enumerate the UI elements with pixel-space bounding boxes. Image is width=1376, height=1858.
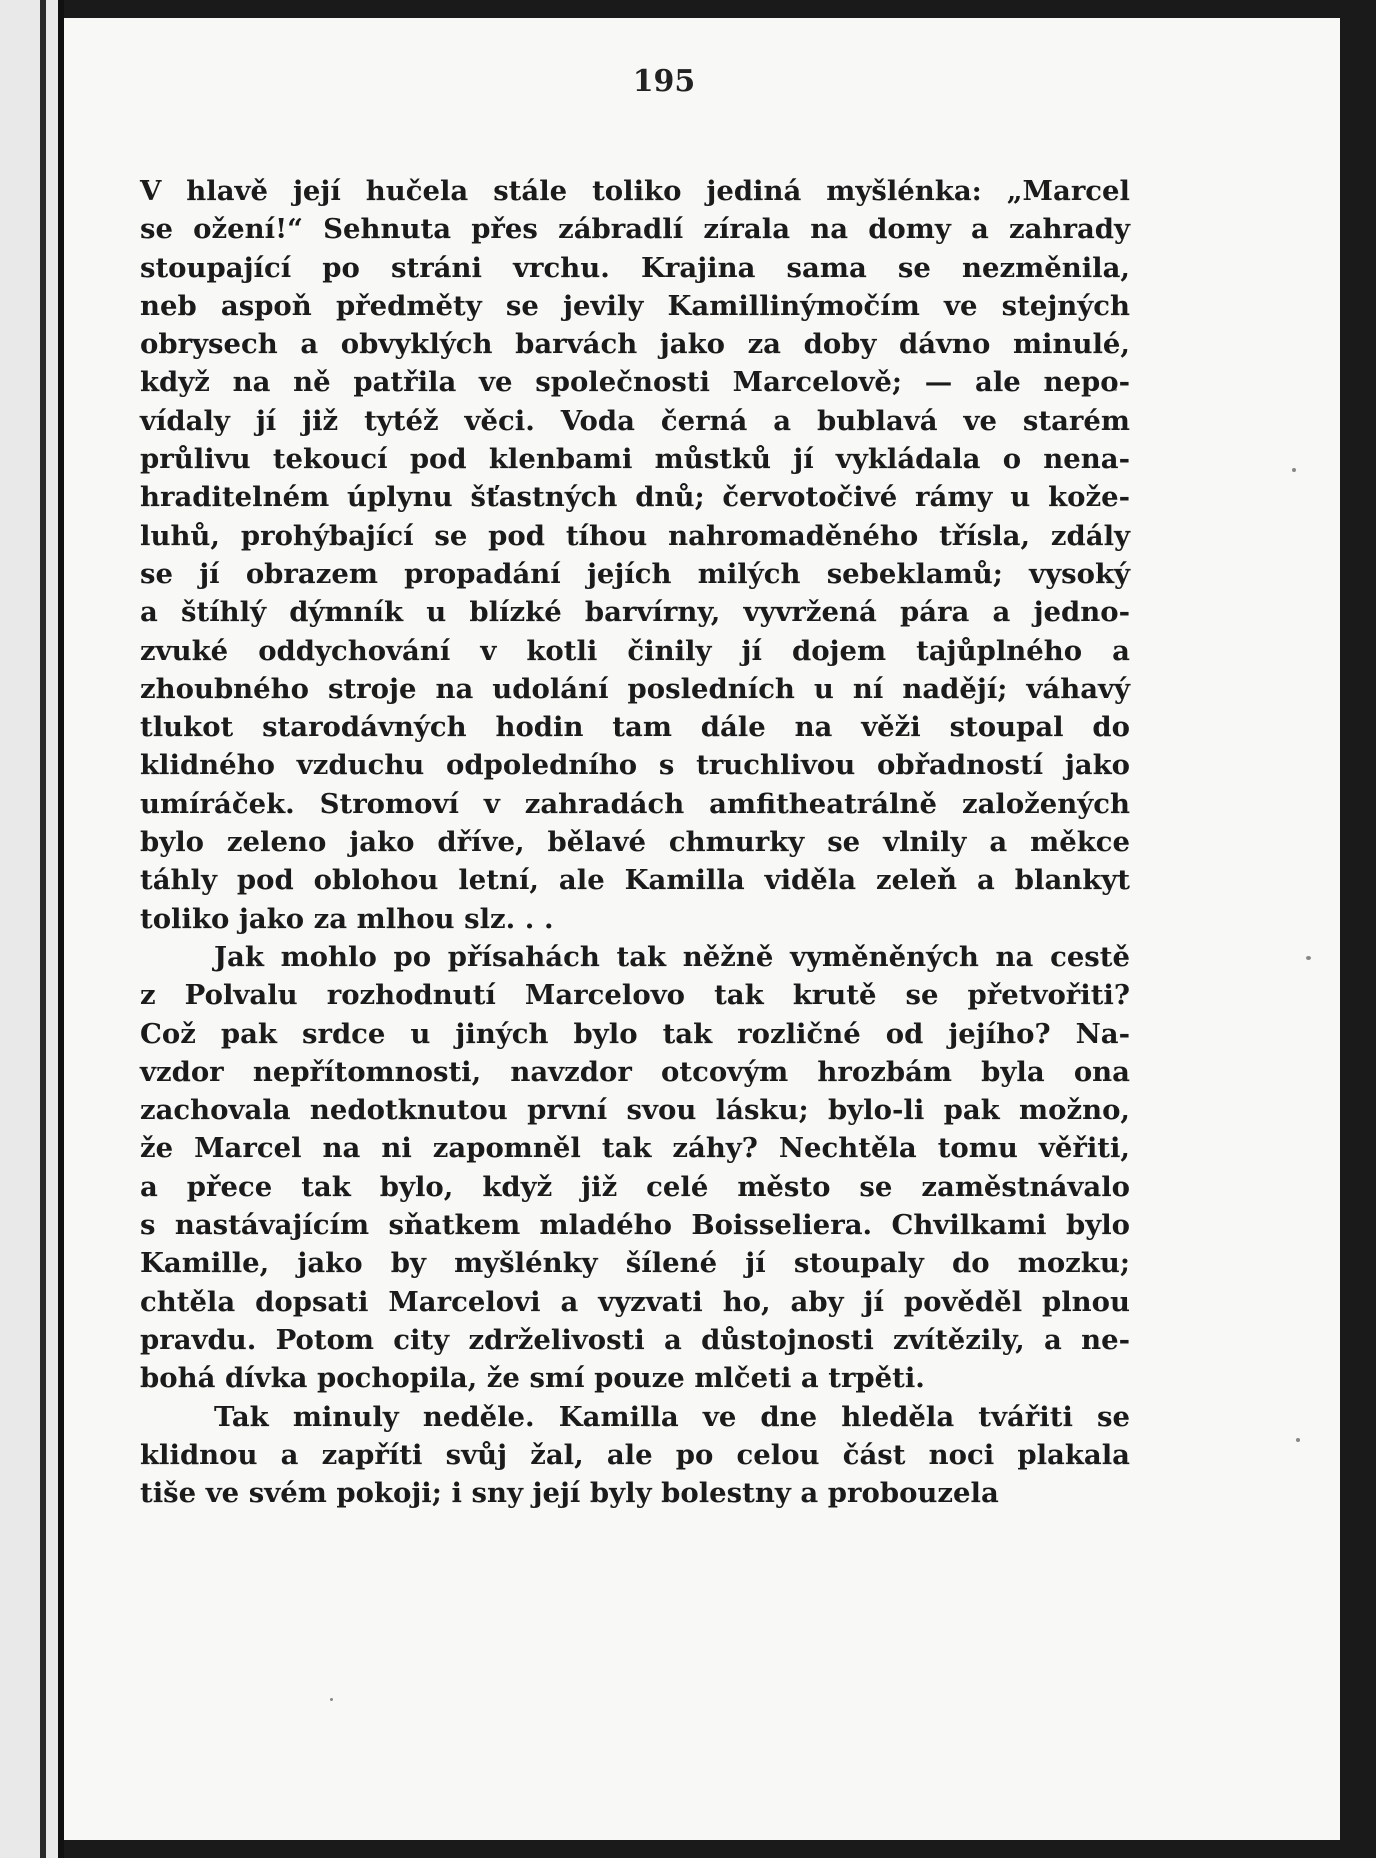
text-line: toliko jako za mlhou slz. . . <box>140 902 554 935</box>
text-line: průlivu tekoucí pod klenbami můstků jí vykládala o nena- <box>140 443 1130 476</box>
text-line: s nastávajícím sňatkem mladého Boisseliera. Chvilkami bylo <box>140 1209 1130 1242</box>
text-line: pravdu. Potom city zdrželivosti a důstojnosti zvítězily, a ne- <box>140 1323 1130 1356</box>
text-line: z Polvalu rozhodnutí Marcelovo tak krutě se přetvořiti? <box>140 979 1130 1012</box>
text-line: klidného vzduchu odpoledního s truchlivou obřadností jako <box>140 749 1130 782</box>
text-line: klidnou a zapříti svůj žal, ale po celou část noci plakala <box>140 1438 1130 1471</box>
body-text <box>140 172 1130 1512</box>
text-line: vídaly jí již tytéž věci. Voda černá a bublavá ve starém <box>140 404 1130 437</box>
text-line: V hlavě její hučela stále toliko jediná myšlénka: „Marcel <box>140 175 1130 207</box>
text-line: bylo zeleno jako dříve, bělavé chmurky se vlnily a měkce <box>140 826 1130 859</box>
text-line: zvuké oddychování v kotli činily jí dojem tajůplného a <box>140 634 1130 667</box>
text-line: a štíhlý dýmník u blízké barvírny, vyvržená pára a jedno- <box>140 596 1130 629</box>
text-line: obrysech a obvyklých barvách jako za doby dávno minulé, <box>140 328 1130 361</box>
text-line: luhů, prohýbající se pod tíhou nahromaděného třísla, zdály <box>140 519 1130 552</box>
text-line: a přece tak bylo, když již celé město se zaměstnávalo <box>140 1170 1130 1203</box>
text-line: chtěla dopsati Marcelovi a vyzvati ho, aby jí pověděl plnou <box>140 1285 1130 1318</box>
text-line: zhoubného stroje na udolání posledních u ní nadějí; váhavý <box>140 672 1130 705</box>
text-line: tlukot starodávných hodin tam dále na věži stoupal do <box>140 711 1130 744</box>
text-line: že Marcel na ni zapomněl tak záhy? Nechtěla tomu věřiti, <box>140 1132 1130 1165</box>
text-line: táhly pod oblohou letní, ale Kamilla viděla zeleň a blankyt <box>140 864 1130 897</box>
adjacent-page-edge <box>0 0 64 1858</box>
text-line: se ožení!“ Sehnuta přes zábradlí zírala na domy a zahrady <box>140 213 1130 246</box>
text-line: stoupající po stráni vrchu. Krajina sama se nezměnila, <box>140 251 1130 284</box>
text-line: bohá dívka pochopila, že smí pouze mlčeti a trpěti. <box>140 1362 925 1395</box>
text-line: když na ně patřila ve společnosti Marcelově; — ale nepo- <box>140 366 1130 399</box>
text-line: Tak minuly neděle. Kamilla ve dne hleděla tvářiti se <box>214 1400 1130 1433</box>
text-line: neb aspoň předměty se jevily Kamillinýmočím ve stejných <box>140 289 1130 322</box>
text-line: hraditelném úplynu šťastných dnů; červotočivé rámy u kože- <box>140 481 1130 514</box>
page-number: 195 <box>632 64 696 99</box>
paper-speck <box>1292 468 1296 472</box>
text-line: tiše ve svém pokoji; i sny její byly bolestny a probouzela <box>140 1477 999 1510</box>
paper-speck <box>1306 956 1311 960</box>
paper-speck <box>1296 1438 1300 1442</box>
text-line: zachovala nedotknutou první svou lásku; bylo-li pak možno, <box>140 1094 1130 1127</box>
paper-speck <box>330 1698 333 1701</box>
text-line: se jí obrazem propadání jejích milých sebeklamů; vysoký <box>140 557 1130 590</box>
text-line: umíráček. Stromoví v zahradách amfitheatrálně založených <box>140 787 1130 820</box>
text-line: Což pak srdce u jiných bylo tak rozličné od jejího? Na- <box>140 1017 1130 1050</box>
binding-fold <box>40 0 46 1858</box>
text-line: Kamille, jako by myšlénky šílené jí stoupaly do mozku; <box>140 1247 1130 1280</box>
text-line: Jak mohlo po přísahách tak něžně vyměněných na cestě <box>214 940 1130 973</box>
text-line: vzdor nepřítomnosti, navzdor otcovým hrozbám byla ona <box>140 1055 1130 1088</box>
